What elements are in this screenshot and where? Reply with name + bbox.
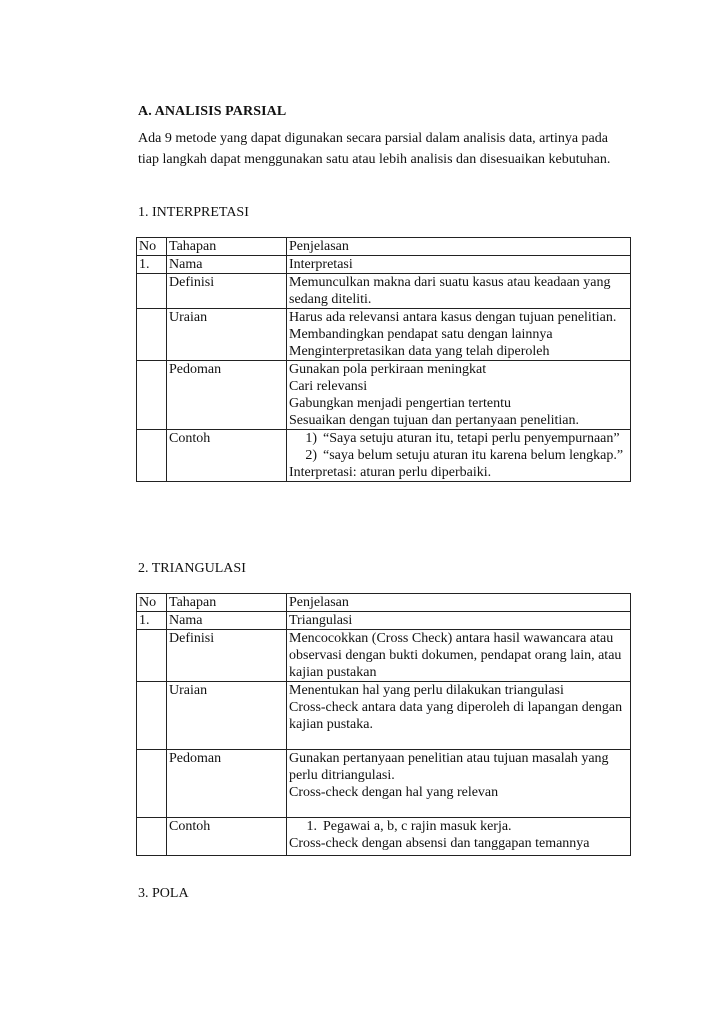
row-label-contoh: Contoh: [167, 430, 287, 482]
row-label-pedoman: Pedoman: [167, 361, 287, 430]
row-label-nama: Nama: [167, 612, 287, 630]
header-penjelasan: Penjelasan: [287, 594, 631, 612]
pedoman-line: Gabungkan menjadi pengertian tertentu: [289, 396, 511, 411]
list-text: Pegawai a, b, c rajin masuk kerja.: [323, 819, 512, 834]
intro-paragraph: Ada 9 metode yang dapat digunakan secara parsial dalam analisis data, artinya pada tiap langkah dapat menggunakan satu atau lebih analisis dan disesuaikan kebutuhan.: [138, 131, 611, 167]
row-no: 1.: [137, 256, 167, 274]
uraian-line: Menginterpretasikan data yang telah diperoleh: [289, 344, 550, 359]
row-label-uraian: Uraian: [167, 309, 287, 361]
row-no: 1.: [137, 612, 167, 630]
pedoman-line: Gunakan pola perkiraan meningkat: [289, 362, 487, 377]
pedoman-line: Sesuaikan dengan tujuan dan pertanyaan penelitian.: [289, 413, 580, 428]
header-no: No: [137, 238, 167, 256]
row-label-contoh: Contoh: [167, 818, 287, 856]
table-row: [137, 750, 631, 818]
triangulasi-title: 2. TRIANGULASI: [138, 561, 246, 576]
table-row: [137, 309, 631, 361]
row-label-uraian: Uraian: [167, 682, 287, 750]
table-header-row: [137, 594, 631, 612]
table-row: [137, 682, 631, 750]
uraian-line: Cross-check antara data yang diperoleh di lapangan dengan kajian pustaka.: [289, 700, 623, 732]
list-item: [289, 447, 628, 464]
row-value-nama: Triangulasi: [287, 612, 631, 630]
pedoman-line: Cross-check dengan hal yang relevan: [289, 785, 499, 800]
list-number: 1.: [306, 819, 317, 834]
row-label-pedoman: Pedoman: [167, 750, 287, 818]
list-text: “saya belum setuju aturan itu karena belum lengkap.”: [323, 448, 624, 463]
table-row: [137, 256, 631, 274]
row-value-contoh: [287, 430, 631, 482]
row-value-pedoman: [287, 361, 631, 430]
table-row: [137, 361, 631, 430]
table-row: [137, 274, 631, 309]
list-item: [289, 430, 628, 447]
section-heading: A. ANALISIS PARSIAL: [138, 104, 287, 119]
row-value-uraian: [287, 309, 631, 361]
row-label-nama: Nama: [167, 256, 287, 274]
header-penjelasan: Penjelasan: [287, 238, 631, 256]
table-row: [137, 612, 631, 630]
interpretasi-title: 1. INTERPRETASI: [138, 205, 249, 220]
pedoman-line: Gunakan pertanyaan penelitian atau tujuan masalah yang perlu ditriangulasi.: [289, 751, 609, 783]
row-value-definisi: Mencocokkan (Cross Check) antara hasil wawancara atau observasi dengan bukti dokumen, pendapat orang lain, atau kajian pustakan: [287, 630, 631, 682]
table-row: [137, 430, 631, 482]
pedoman-line: Cari relevansi: [289, 379, 368, 394]
row-value-contoh: [287, 818, 631, 856]
uraian-line: Menentukan hal yang perlu dilakukan triangulasi: [289, 683, 564, 698]
table-row: [137, 630, 631, 682]
header-no: No: [137, 594, 167, 612]
interpretasi-table: [136, 237, 631, 482]
contoh-conclusion: Interpretasi: aturan perlu diperbaiki.: [289, 465, 492, 480]
triangulasi-table: [136, 593, 631, 856]
header-tahapan: Tahapan: [167, 594, 287, 612]
table-header-row: [137, 238, 631, 256]
list-text: “Saya setuju aturan itu, tetapi perlu penyempurnaan”: [323, 431, 620, 446]
pola-title: 3. POLA: [138, 886, 189, 901]
row-value-pedoman: [287, 750, 631, 818]
row-value-uraian: [287, 682, 631, 750]
list-item: [289, 818, 628, 835]
list-number: 2): [305, 448, 317, 463]
row-value-nama: Interpretasi: [287, 256, 631, 274]
row-label-definisi: Definisi: [167, 274, 287, 309]
uraian-line: Membandingkan pendapat satu dengan lainnya: [289, 327, 553, 342]
row-label-definisi: Definisi: [167, 630, 287, 682]
row-value-definisi: Memunculkan makna dari suatu kasus atau keadaan yang sedang diteliti.: [287, 274, 631, 309]
contoh-conclusion: Cross-check dengan absensi dan tanggapan temannya: [289, 836, 590, 851]
list-number: 1): [305, 431, 317, 446]
uraian-line: Harus ada relevansi antara kasus dengan tujuan penelitian.: [289, 310, 617, 325]
header-tahapan: Tahapan: [167, 238, 287, 256]
table-row: [137, 818, 631, 856]
